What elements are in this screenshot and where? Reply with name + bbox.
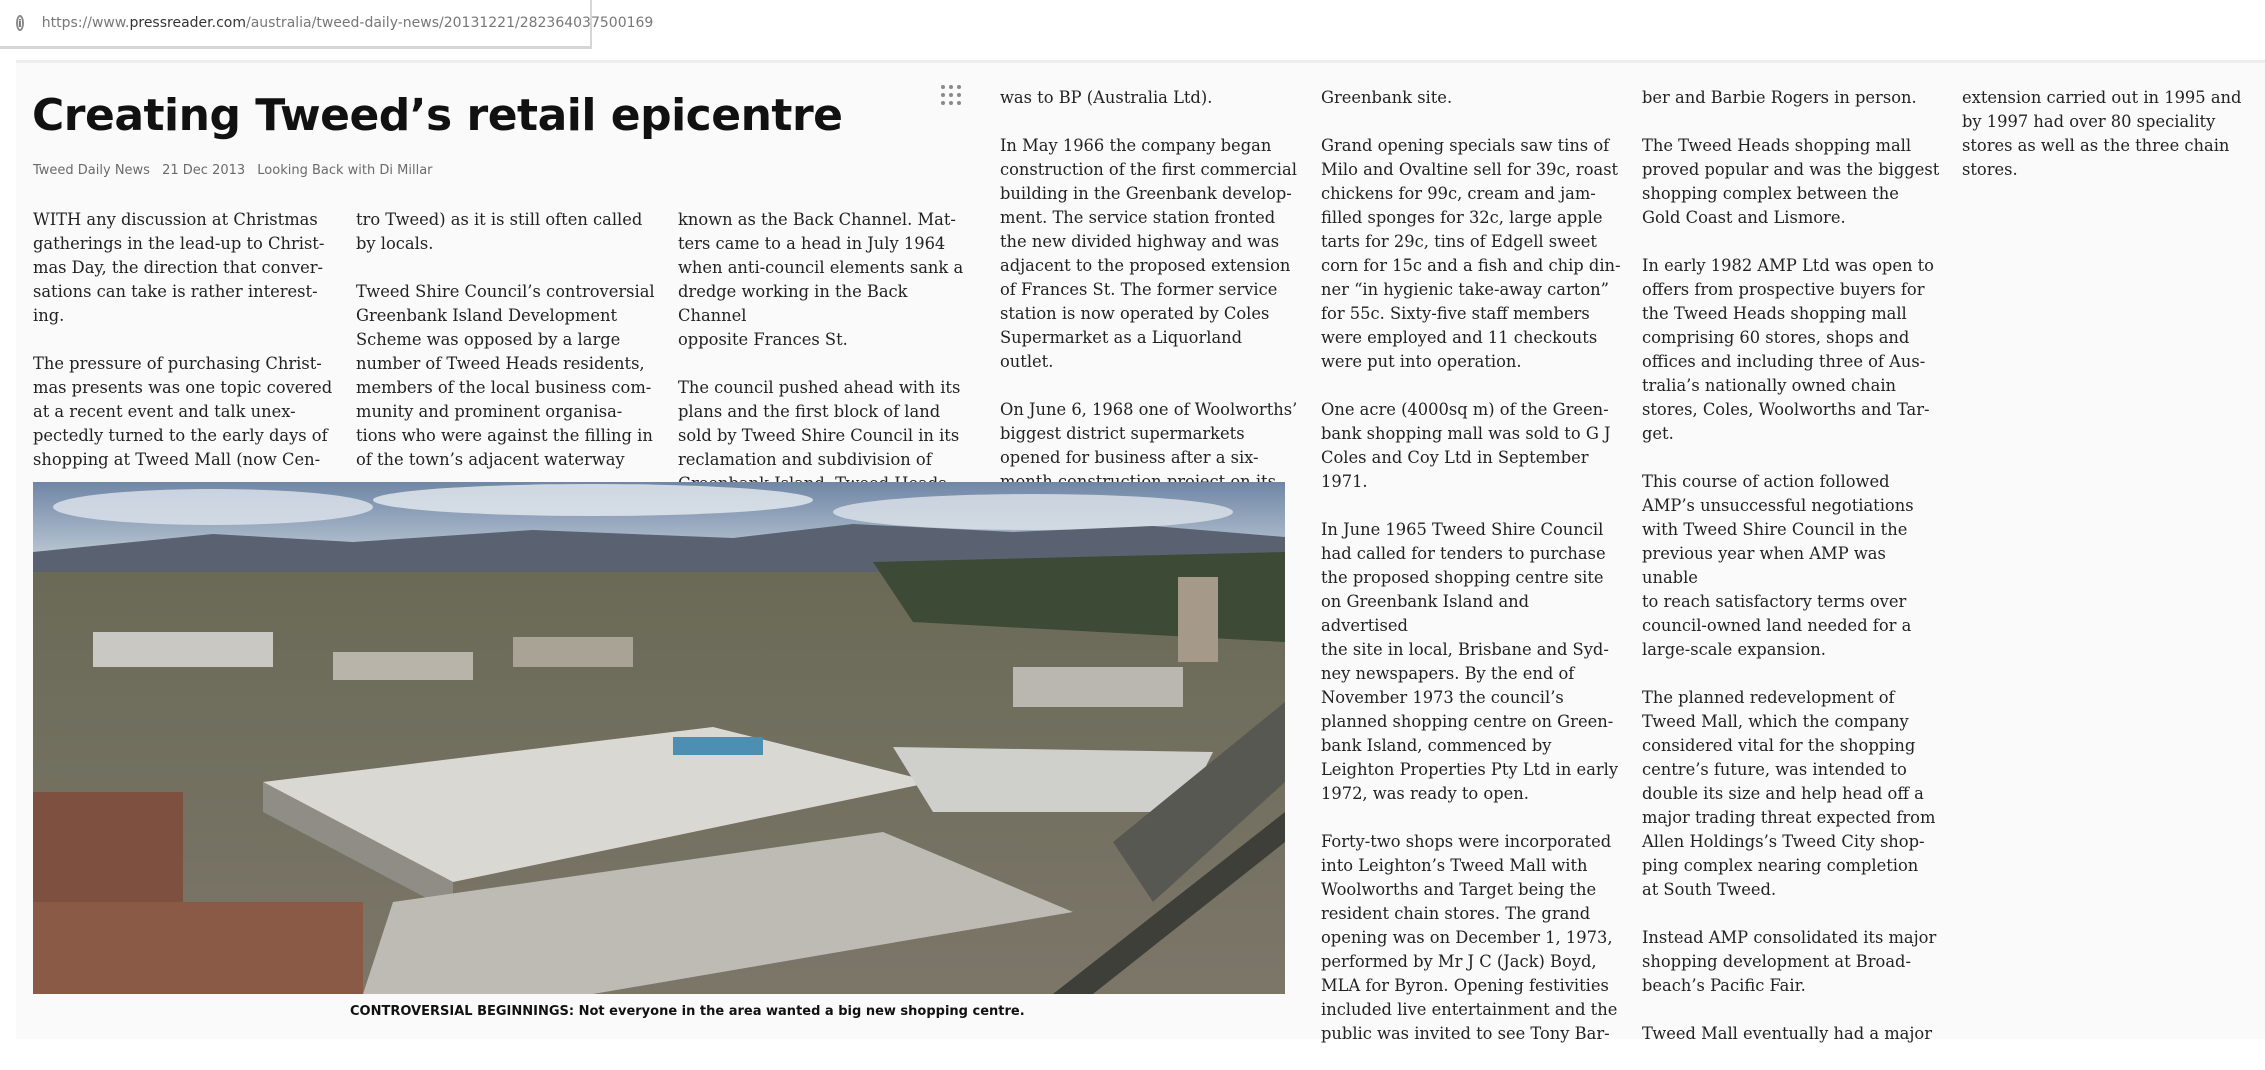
url-text[interactable] bbox=[42, 15, 654, 31]
site-info-icon[interactable]: i bbox=[18, 16, 22, 30]
paragraph: The Tweed Heads shopping mall proved popular and was the biggest shopping complex between the Gold Coast and Lismore. bbox=[1642, 136, 1940, 227]
article-column-1 bbox=[33, 208, 333, 496]
grid-menu-icon[interactable] bbox=[940, 84, 962, 106]
paragraph: In June 1965 Tweed Shire Council had called for tenders to purchase the proposed shopping centre site on Greenbank Island and advertised the site in local, Brisbane and Syd- ney newspapers. By the end of November 1973 the council’s planned shopping centre on Green- bank Island, commenced by Leighton Properties Pty Ltd in early 1972, was ready to open. bbox=[1321, 520, 1619, 803]
paragraph: The pressure of purchasing Christ- mas presents was one topic covered at a recent event and talk unex- pectedly turned to the early days of shopping at Tweed Mall (now Cen- bbox=[33, 354, 333, 469]
paragraph: known as the Back Channel. Mat- ters came to a head in July 1964 when anti-council elements sank a dredge working in the Back Channel opposite Frances St. bbox=[678, 210, 964, 349]
paragraph: The council pushed ahead with its plans and the first block of land sold by Tweed Shire Council in its reclamation and subdivision of bbox=[678, 378, 961, 469]
section-name[interactable]: Looking Back with Di Millar bbox=[257, 163, 433, 178]
paragraph: Instead AMP consolidated its major shopping development at Broad- beach’s Pacific Fair. bbox=[1642, 928, 1937, 995]
paragraph: Grand opening specials saw tins of Milo and Ovaltine sell for 39c, roast chickens for 99c, cream and jam- filled sponges for 32c, large apple tarts for 29c, tins of Edgell sweet corn for 15c and a fish and chip din- ner “in hygienic take-away carton” for 55c. Sixty-five staff members were employed and 11 checkouts were put into operation. bbox=[1321, 136, 1621, 371]
aerial-photo-shopping-centre[interactable] bbox=[33, 482, 1285, 994]
paragraph: Tweed Shire Council’s controversial Greenbank Island Development Scheme was opposed by a large number of Tweed Heads residents, members of the local business com- munity and prominent organisa- tions who were against the filling in of the town’s adjacent waterway bbox=[356, 282, 655, 469]
article-column-4 bbox=[1000, 86, 1300, 518]
paragraph: tro Tweed) as it is still often called by locals. bbox=[356, 210, 643, 253]
article-meta bbox=[33, 163, 441, 178]
article-title: Creating Tweed’s retail epicentre bbox=[32, 90, 843, 141]
paragraph: In early 1982 AMP Ltd was open to offers from prospective buyers for the Tweed Heads shopping mall comprising 60 stores, shops and offices and including three of Aus- tralia’s nationally owned chain stores, Coles, Woolworths and Tar- get. bbox=[1642, 256, 1934, 443]
article-column-5 bbox=[1321, 86, 1621, 1070]
paragraph: extension carried out in 1995 and by 1997 had over 80 speciality stores as well as the three chain stores. bbox=[1962, 88, 2242, 179]
article-column-7 bbox=[1962, 86, 2262, 206]
paragraph: ber and Barbie Rogers in person. bbox=[1642, 88, 1917, 107]
paragraph: WITH any discussion at Christmas gatherings in the lead-up to Christ- mas Day, the direction that conver- sations can take is rather interest- ing. bbox=[33, 210, 325, 325]
paragraph: Tweed Mall eventually had a major bbox=[1642, 1024, 1932, 1043]
paragraph: The planned redevelopment of Tweed Mall, which the company considered vital for the shopping centre’s future, was intended to double its size and help head off a major trading threat expected from Allen Holdings’s Tweed City shop- ping complex nearing completion at South Tweed. bbox=[1642, 688, 1936, 899]
paragraph: One acre (4000sq m) of the Green- bank shopping mall was sold to G J Coles and Coy Ltd in September 1971. bbox=[1321, 400, 1611, 491]
url-domain: pressreader.com bbox=[129, 15, 246, 31]
paragraph: In May 1966 the company began construction of the first commercial building in the Greenbank develop- ment. The service station fronted the new divided highway and was adjacent to the proposed extension of Frances St. The former service station is now operated by Coles Supermarket as a Liquorland outlet. bbox=[1000, 136, 1297, 371]
source-name[interactable]: Tweed Daily News bbox=[33, 163, 150, 178]
paragraph: On June 6, 1968 one of Woolworths’ biggest district supermarkets opened for business after a six- bbox=[1000, 400, 1298, 467]
paragraph: Greenbank site. bbox=[1321, 88, 1453, 107]
paragraph: was to BP (Australia Ltd). bbox=[1000, 88, 1213, 107]
url-prefix: https://www. bbox=[41, 15, 130, 31]
paragraph: This course of action followed AMP’s unsuccessful negotiations with Tweed Shire Council in the previous year when AMP was unable to reach satisfactory terms over council-owned land needed for a large-scale expansion. bbox=[1642, 472, 1914, 659]
aerial-photo-drawing bbox=[33, 482, 1285, 994]
article-column-3 bbox=[678, 208, 978, 520]
photo-caption: CONTROVERSIAL BEGINNINGS: Not everyone in the area wanted a big new shopping centre. bbox=[350, 1004, 1025, 1019]
publish-date: 21 Dec 2013 bbox=[162, 163, 246, 178]
address-bar[interactable] bbox=[0, 0, 654, 49]
paragraph: Forty-two shops were incorporated into Leighton’s Tweed Mall with Woolworths and Target being the resident chain stores. The grand opening was on December 1, 1973, performed by Mr J C (Jack) Boyd, MLA for Byron. Opening festivities included live entertainment and the public was invited to see Tony Bar- bbox=[1321, 832, 1618, 1043]
article-column-6 bbox=[1642, 86, 1942, 1070]
article-column-2 bbox=[356, 208, 656, 496]
url-path: /australia/tweed-daily-news/20131221/282364037500169 bbox=[245, 15, 654, 31]
